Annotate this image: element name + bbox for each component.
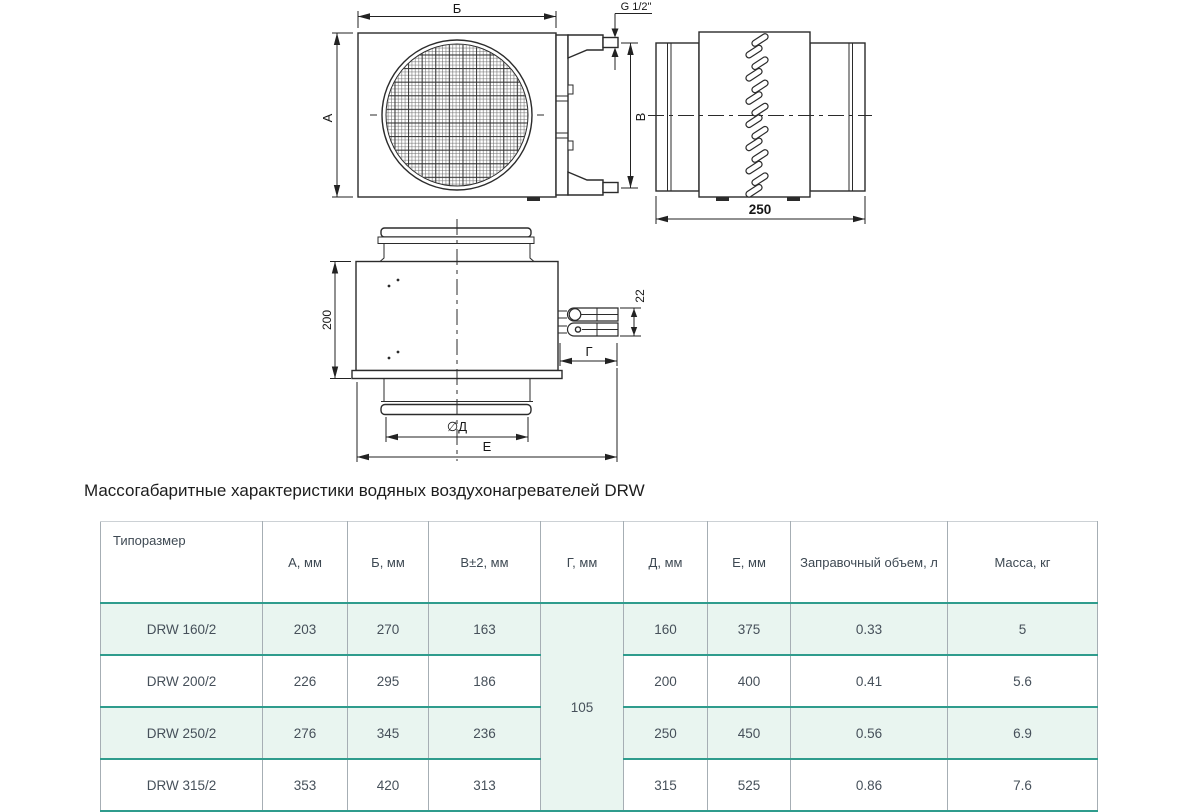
top-view	[352, 219, 618, 461]
cell-mass: 6.9	[948, 707, 1098, 759]
cell-volume: 0.86	[791, 759, 948, 811]
duct-connector-right	[810, 43, 865, 191]
cell-typesize: DRW 250/2	[101, 707, 263, 759]
col-header-g: Г, мм	[541, 522, 624, 604]
cell-b: 420	[348, 759, 429, 811]
cell-e: 525	[708, 759, 791, 811]
cell-g-merged: 105	[541, 603, 624, 811]
mesh-pattern	[386, 44, 528, 186]
cell-v: 313	[429, 759, 541, 811]
dim-label-22: 22	[633, 289, 647, 303]
col-header-mass: Масса, кг	[948, 522, 1098, 604]
cell-b: 345	[348, 707, 429, 759]
table-row	[101, 603, 1098, 655]
cell-mass: 7.6	[948, 759, 1098, 811]
cell-mass: 5	[948, 603, 1098, 655]
spec-table	[100, 521, 1098, 812]
cell-d: 160	[624, 603, 708, 655]
col-header-v: В±2, мм	[429, 522, 541, 604]
pipe-top	[568, 35, 603, 58]
thread-label: G 1/2"	[620, 1, 652, 13]
section-title: Массогабаритные характеристики водяных воздухонагревателей DRW	[84, 481, 645, 500]
dim-label-250: 250	[748, 202, 772, 217]
cell-e: 375	[708, 603, 791, 655]
dim-label-height: А	[320, 113, 335, 123]
cell-typesize: DRW 200/2	[101, 655, 263, 707]
cell-a: 226	[263, 655, 348, 707]
cell-e: 450	[708, 707, 791, 759]
dim-label-g: Г	[585, 344, 593, 359]
cell-b: 295	[348, 655, 429, 707]
duct-connector-left	[656, 43, 699, 191]
cell-v: 236	[429, 707, 541, 759]
cell-volume: 0.33	[791, 603, 948, 655]
dim-label-diameter: ∅Д	[446, 419, 468, 434]
dim-label-200: 200	[320, 309, 334, 331]
cell-mass: 5.6	[948, 655, 1098, 707]
cell-typesize: DRW 315/2	[101, 759, 263, 811]
cell-a: 276	[263, 707, 348, 759]
col-header-typesize: Типоразмер	[101, 522, 263, 604]
pipe-bottom	[568, 172, 603, 195]
header-row	[101, 522, 1098, 604]
dim-label-e: Е	[482, 439, 492, 454]
dim-label-width: Б	[452, 1, 462, 16]
dim-label-pipe-span: В	[633, 112, 648, 122]
cell-d: 200	[624, 655, 708, 707]
side-view	[648, 32, 872, 201]
cell-v: 163	[429, 603, 541, 655]
col-header-e: Е, мм	[708, 522, 791, 604]
cell-volume: 0.41	[791, 655, 948, 707]
cell-b: 270	[348, 603, 429, 655]
col-header-d: Д, мм	[624, 522, 708, 604]
collar-bottom-bead	[381, 405, 531, 415]
cell-a: 353	[263, 759, 348, 811]
cell-d: 315	[624, 759, 708, 811]
cell-v: 186	[429, 655, 541, 707]
col-header-b: Б, мм	[348, 522, 429, 604]
cell-volume: 0.56	[791, 707, 948, 759]
cell-a: 203	[263, 603, 348, 655]
cell-e: 400	[708, 655, 791, 707]
cell-typesize: DRW 160/2	[101, 603, 263, 655]
collar-top-bead	[381, 228, 531, 237]
cell-d: 250	[624, 707, 708, 759]
col-header-a: А, мм	[263, 522, 348, 604]
front-view	[358, 33, 618, 201]
col-header-volume: Заправочный объем, л	[791, 522, 948, 604]
